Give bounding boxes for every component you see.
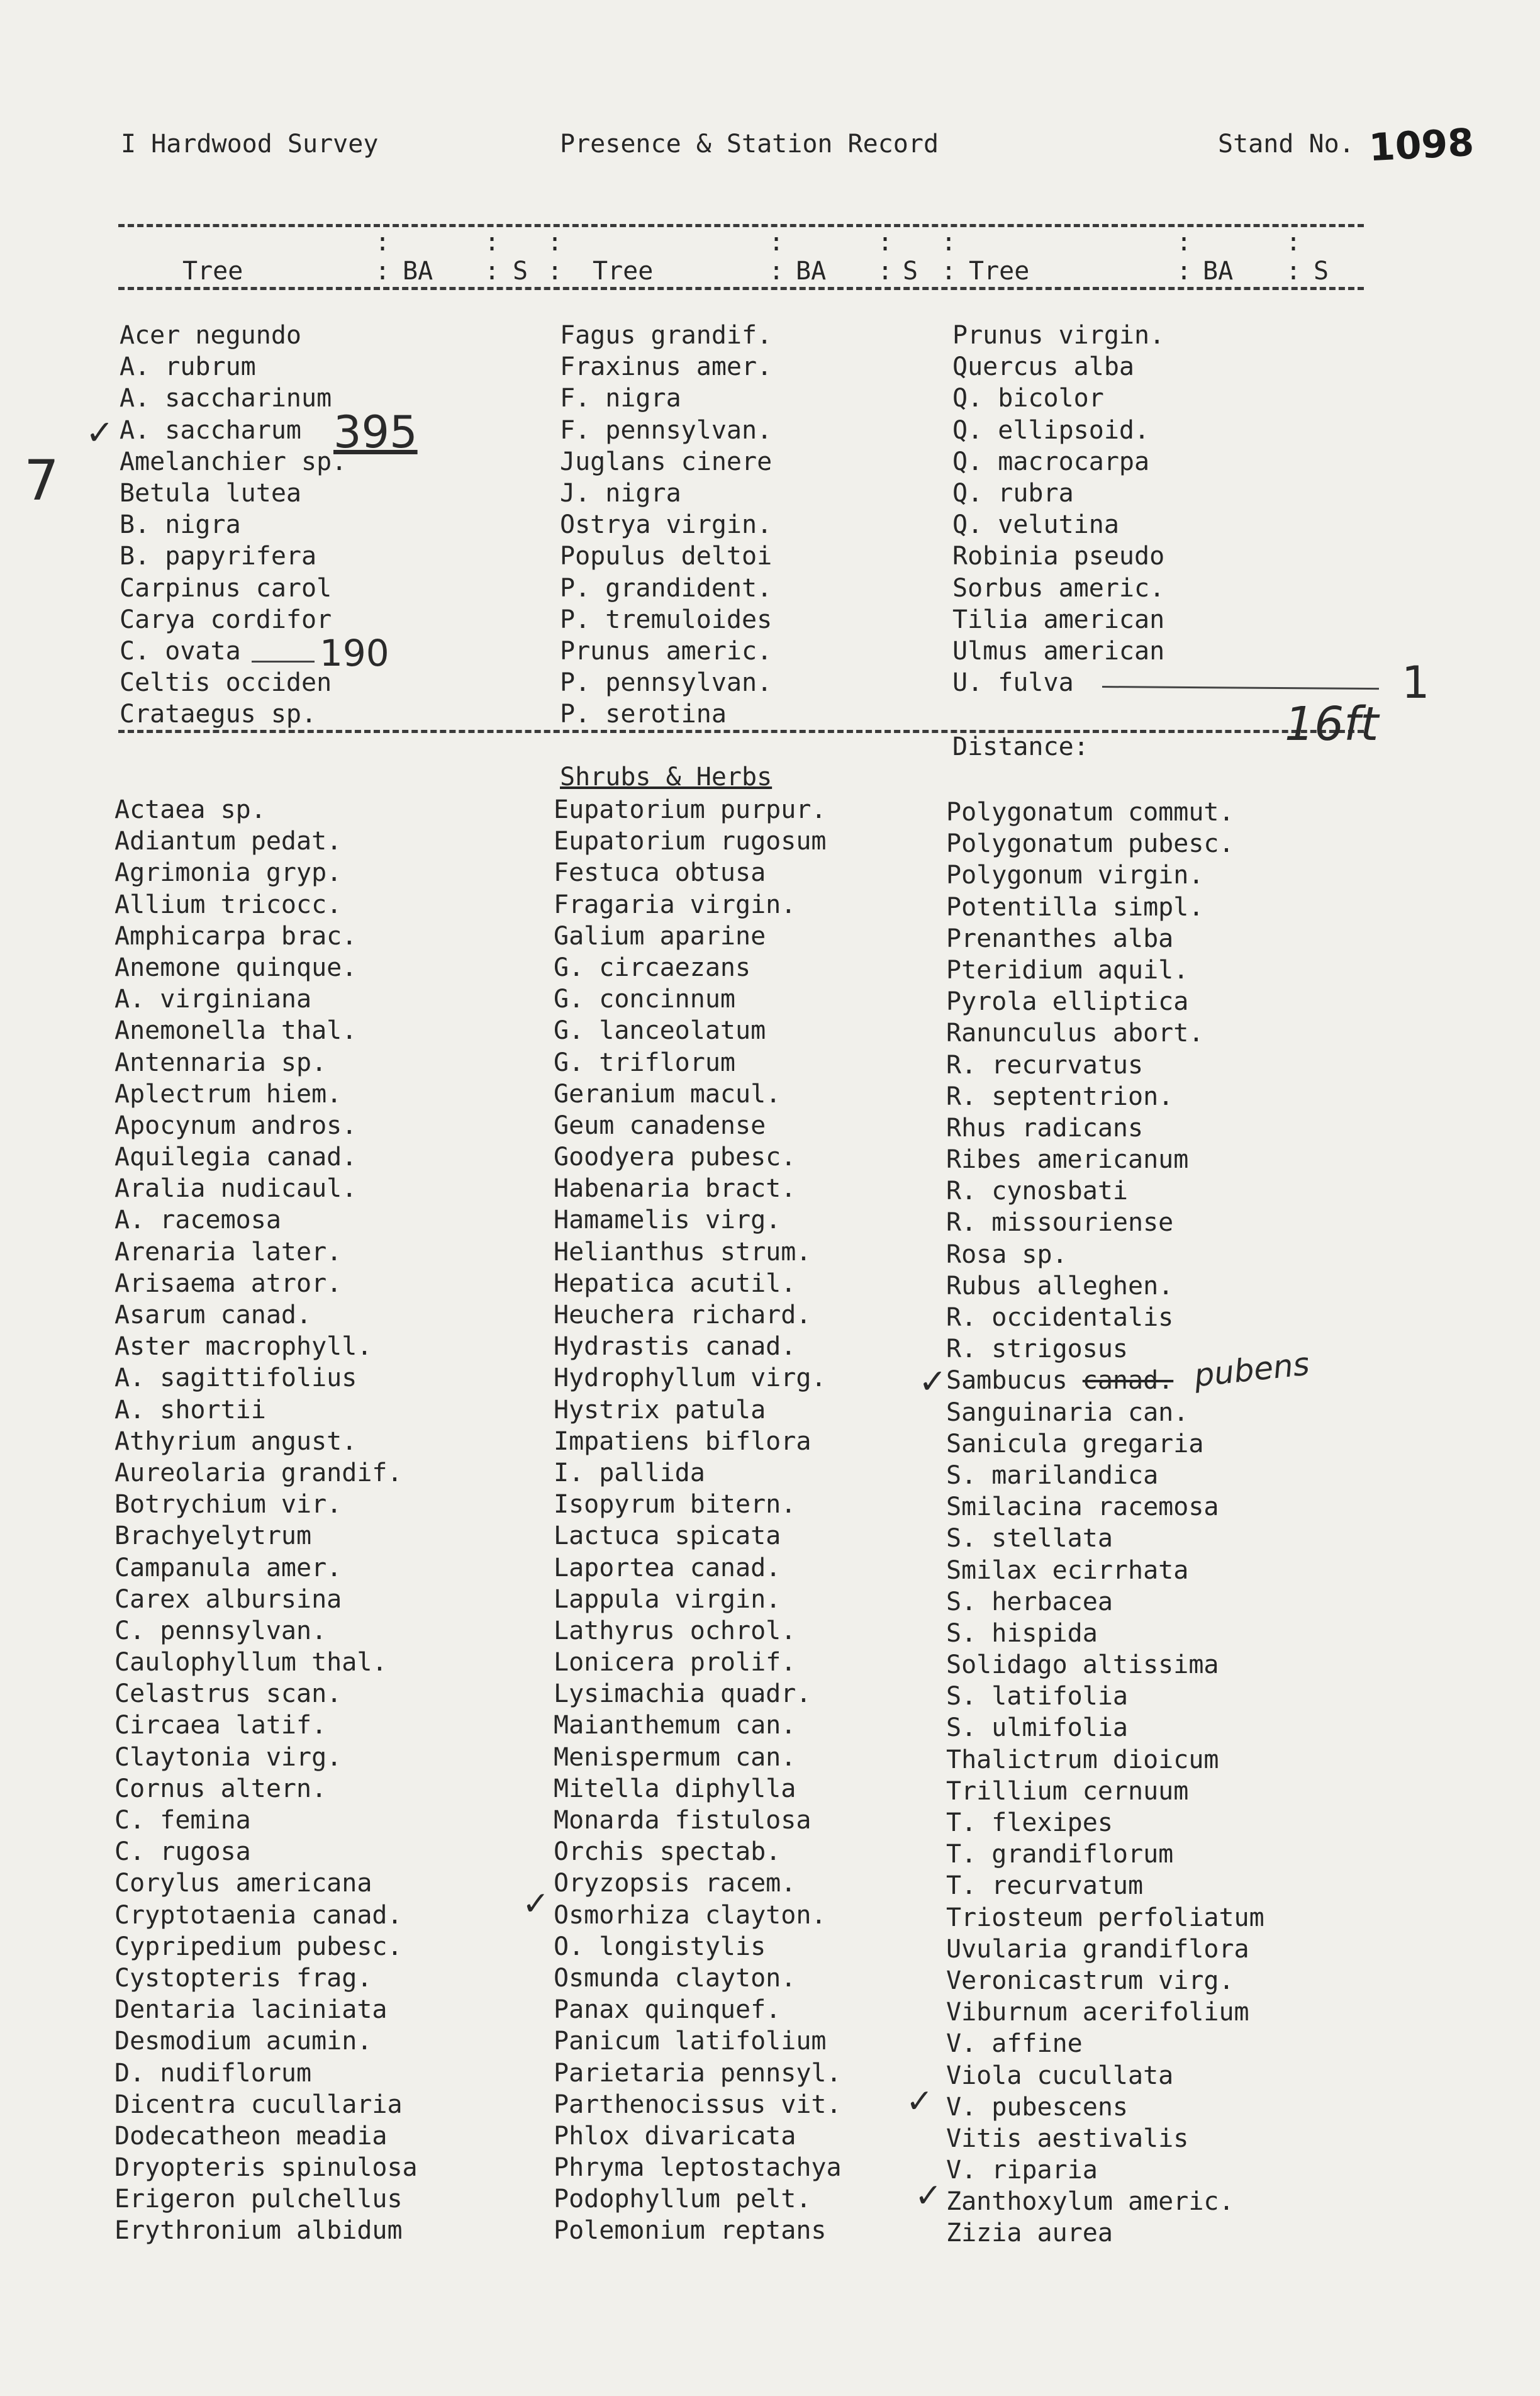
species-item: Aster macrophyll. <box>114 1332 372 1362</box>
col-separator: : : <box>941 228 957 286</box>
col-header-s-1: S <box>513 257 528 286</box>
species-item: Panicum latifolium <box>554 2027 827 2056</box>
species-item: Robinia pseudo <box>952 542 1165 571</box>
species-item: Cornus altern. <box>114 1774 327 1803</box>
species-item: Veronicastrum virg. <box>946 1966 1234 1995</box>
species-item: A. saccharum <box>120 415 301 445</box>
species-item: Parthenocissus vit. <box>554 2090 842 2119</box>
species-item: Zanthoxylum americ. <box>946 2187 1234 2217</box>
species-item: Cystopteris frag. <box>114 1963 372 1993</box>
stand-number: 1098 <box>1368 120 1475 171</box>
species-item: D. nudiflorum <box>114 2058 312 2088</box>
col-separator: : : <box>484 228 500 286</box>
species-item: R. cynosbati <box>946 1177 1128 1206</box>
species-item: Carya cordifor <box>120 605 332 634</box>
species-item: G. concinnum <box>554 985 735 1014</box>
species-item: Allium tricocc. <box>114 890 342 919</box>
col-header-s-3: S <box>1314 257 1329 286</box>
species-item: S. marilandica <box>946 1460 1159 1490</box>
species-item: Lappula virgin. <box>554 1584 781 1614</box>
species-item: A. rubrum <box>120 352 256 382</box>
species-item: Hydrastis canad. <box>554 1332 796 1362</box>
col-separator: : : <box>878 228 893 286</box>
margin-mark: 7 <box>24 448 59 513</box>
ovata-ba-value: 190 <box>320 632 389 675</box>
species-item: S. herbacea <box>946 1587 1113 1616</box>
species-item: Viburnum acerifolium <box>946 1998 1249 2027</box>
species-item: Hydrophyllum virg. <box>554 1363 827 1393</box>
species-item: Brachyelytrum <box>114 1521 312 1551</box>
species-item: Menispermum can. <box>554 1742 796 1772</box>
species-item: A. racemosa <box>114 1206 281 1235</box>
species-item: Orchis spectab. <box>554 1837 781 1867</box>
species-item: Crataegus sp. <box>120 700 317 729</box>
species-item: I. pallida <box>554 1458 705 1487</box>
species-item: Isopyrum bitern. <box>554 1490 796 1520</box>
species-item: Helianthus strum. <box>554 1237 812 1267</box>
species-item: A. sagittifolius <box>114 1363 357 1393</box>
species-item: Carex albursina <box>114 1584 342 1614</box>
species-item: Corylus americana <box>114 1869 372 1898</box>
tree-list-col1 <box>120 320 347 730</box>
tree-list-col2 <box>560 320 772 730</box>
species-item: Acer negundo <box>120 321 301 350</box>
species-item: V. riparia <box>946 2156 1098 2185</box>
species-item: Laportea canad. <box>554 1553 781 1582</box>
fulva-value: 1 <box>1402 657 1430 708</box>
species-item: Polemonium reptans <box>554 2216 827 2246</box>
species-item: Monarda fistulosa <box>554 1806 812 1835</box>
species-item: Polygonatum pubesc. <box>946 829 1234 859</box>
species-item: Habenaria bract. <box>554 1174 796 1204</box>
check-mark-saccharum: ✓ <box>86 413 114 452</box>
species-item: Q. macrocarpa <box>952 447 1150 476</box>
species-item: Apocynum andros. <box>114 1111 357 1140</box>
species-item: Panax quinquef. <box>554 1995 781 2025</box>
herb-list-col3 <box>946 797 1264 2249</box>
species-item: Hystrix patula <box>554 1395 766 1425</box>
species-item: Aquilegia canad. <box>114 1143 357 1172</box>
species-item: Dicentra cucullaria <box>114 2090 403 2119</box>
species-item: Sanguinaria can. <box>946 1397 1189 1427</box>
species-item: Oryzopsis racem. <box>554 1869 796 1898</box>
species-item: Rhus radicans <box>946 1113 1144 1143</box>
species-item: Goodyera pubesc. <box>554 1143 796 1172</box>
species-item: P. tremuloides <box>560 605 773 634</box>
species-item: Thalictrum dioicum <box>946 1745 1219 1774</box>
species-item: Smilacina racemosa <box>946 1492 1219 1522</box>
species-item: F. pennsylvan. <box>560 415 773 445</box>
species-item: Betula lutea <box>120 478 301 508</box>
check-mark-sambucus: ✓ <box>918 1362 947 1401</box>
species-item: Lathyrus ochrol. <box>554 1616 796 1645</box>
species-item: Sorbus americ. <box>952 573 1165 603</box>
species-item: Lactuca spicata <box>554 1521 781 1551</box>
species-item: Populus deltoi <box>560 542 773 571</box>
herb-list-col1 <box>114 794 418 2247</box>
species-item: A. shortii <box>114 1395 266 1425</box>
species-item: Viola cucullata <box>946 2061 1174 2090</box>
species-item: Rubus alleghen. <box>946 1271 1174 1301</box>
species-item: C. ovata <box>120 636 241 666</box>
species-item: Campanula amer. <box>114 1553 342 1582</box>
species-item: Dodecatheon meadia <box>114 2121 388 2151</box>
species-item: Galium aparine <box>554 921 766 951</box>
species-item: Ulmus american <box>952 636 1165 666</box>
species-item: Caulophyllum thal. <box>114 1648 388 1677</box>
species-item: S. ulmifolia <box>946 1713 1128 1743</box>
species-item: Anemonella thal. <box>114 1016 357 1046</box>
species-item: Festuca obtusa <box>554 858 766 888</box>
species-item: C. femina <box>114 1806 251 1835</box>
species-item: Tilia american <box>952 605 1165 634</box>
species-item: P. pennsylvan. <box>560 668 773 698</box>
col-separator: : : <box>1176 228 1192 286</box>
species-item: Potentilla simpl. <box>946 892 1204 922</box>
col-header-tree-2: Tree <box>593 257 654 286</box>
species-item: Juglans cinere <box>560 447 773 476</box>
species-item: Prenanthes alba <box>946 924 1174 953</box>
species-item: C. rugosa <box>114 1837 251 1867</box>
col-separator: : : <box>769 228 784 286</box>
species-item: Ribes americanum <box>946 1145 1189 1175</box>
species-item: Podophyllum pelt. <box>554 2185 812 2214</box>
species-item: G. triflorum <box>554 1048 735 1077</box>
species-item: Ostrya virgin. <box>560 510 773 540</box>
species-item: Fraxinus amer. <box>560 352 773 382</box>
species-item: S. latifolia <box>946 1682 1128 1711</box>
species-item: Eupatorium rugosum <box>554 827 827 856</box>
survey-title: I Hardwood Survey <box>121 130 379 159</box>
species-item: Q. velutina <box>952 510 1119 540</box>
species-item: S. stellata <box>946 1524 1113 1553</box>
species-item: Polygonatum commut. <box>946 798 1234 827</box>
species-item: Arenaria later. <box>114 1237 342 1267</box>
check-mark-zanthoxylum: ✓ <box>915 2177 942 2215</box>
species-item: Phryma leptostachya <box>554 2153 842 2183</box>
col-separator: : : <box>1286 228 1302 286</box>
species-item: Athyrium angust. <box>114 1426 357 1456</box>
species-item: Impatiens biflora <box>554 1426 812 1456</box>
species-item: Osmorhiza clayton. <box>554 1900 827 1930</box>
species-item: Actaea sp. <box>114 795 266 824</box>
species-item: Polygonum virgin. <box>946 861 1204 890</box>
col-header-ba-2: BA <box>796 257 827 286</box>
species-item: Solidago altissima <box>946 1650 1219 1680</box>
species-item: Agrimonia gryp. <box>114 858 342 888</box>
species-item: Sanicula gregaria <box>946 1429 1204 1458</box>
species-item: Q. bicolor <box>952 384 1104 413</box>
species-item: Trillium cernuum <box>946 1776 1189 1806</box>
species-item: Asarum canad. <box>114 1301 312 1330</box>
species-item: P. serotina <box>560 700 727 729</box>
species-item: Prunus virgin. <box>952 321 1165 350</box>
species-item: Eupatorium purpur. <box>554 795 827 824</box>
shrubs-herbs-title: Shrubs & Herbs <box>560 763 773 792</box>
species-item: Cryptotaenia canad. <box>114 1900 403 1930</box>
col-separator: : : <box>547 228 563 286</box>
species-item: Heuchera richard. <box>554 1301 812 1330</box>
col-header-s-2: S <box>903 257 918 286</box>
species-item: F. nigra <box>560 384 681 413</box>
species-item: Parietaria pennsyl. <box>554 2058 842 2088</box>
distance-label: Distance: <box>952 732 1089 761</box>
tree-list-col3 <box>952 320 1164 698</box>
species-item: Geranium macul. <box>554 1079 781 1109</box>
species-item: Lysimachia quadr. <box>554 1679 812 1709</box>
species-item: Q. ellipsoid. <box>952 415 1150 445</box>
species-item: T. flexipes <box>946 1808 1113 1837</box>
species-item: V. pubescens <box>946 2092 1128 2122</box>
col-header-ba-1: BA <box>403 257 433 286</box>
species-item: Phlox divaricata <box>554 2121 796 2151</box>
species-item: T. grandiflorum <box>946 1840 1174 1869</box>
species-item: Triosteum perfoliatum <box>946 1903 1264 1932</box>
species-item: Prunus americ. <box>560 636 773 666</box>
species-item: Celastrus scan. <box>114 1679 342 1709</box>
species-item: Hamamelis virg. <box>554 1206 781 1235</box>
species-item: Celtis occiden <box>120 668 332 698</box>
species-item: R. strigosus <box>946 1335 1128 1364</box>
species-item: Erythronium albidum <box>114 2216 403 2246</box>
species-item: Quercus alba <box>952 352 1134 382</box>
species-item: Fragaria virgin. <box>554 890 796 919</box>
species-item: Fagus grandif. <box>560 321 773 350</box>
species-item: Zizia aurea <box>946 2219 1113 2248</box>
species-item: Pteridium aquil. <box>946 955 1189 985</box>
species-item: S. hispida <box>946 1618 1098 1648</box>
check-mark-osmorhiza: ✓ <box>522 1885 550 1923</box>
species-item: R. recurvatus <box>946 1050 1144 1080</box>
species-item: J. nigra <box>560 478 681 508</box>
ovata-trail-line <box>252 661 315 663</box>
species-item: A. virginiana <box>114 985 312 1014</box>
species-item: G. circaezans <box>554 953 751 982</box>
species-item: Q. rubra <box>952 478 1074 508</box>
species-item: Sambucus canad. <box>946 1366 1174 1396</box>
stand-label: Stand No. <box>1218 130 1354 159</box>
species-item: Adiantum pedat. <box>114 827 342 856</box>
species-item: Dryopteris spinulosa <box>114 2153 418 2183</box>
species-item: T. recurvatum <box>946 1871 1144 1901</box>
species-item: V. affine <box>946 2029 1083 2059</box>
species-item: B. papyrifera <box>120 542 317 571</box>
sambucus-note: pubens <box>1192 1345 1312 1394</box>
species-item: Arisaema atror. <box>114 1268 342 1298</box>
species-item: Dentaria laciniata <box>114 1995 388 2025</box>
species-item: Amphicarpa brac. <box>114 921 357 951</box>
species-item: A. saccharinum <box>120 384 332 413</box>
species-item: Hepatica acutil. <box>554 1268 796 1298</box>
species-item: O. longistylis <box>554 1932 766 1961</box>
species-item: Vitis aestivalis <box>946 2124 1189 2153</box>
species-item: C. pennsylvan. <box>114 1616 327 1645</box>
species-item: P. grandident. <box>560 573 773 603</box>
saccharum-ba-value: 395 <box>333 406 418 458</box>
species-item: Aralia nudicaul. <box>114 1174 357 1204</box>
header-bottom-rule <box>118 287 1364 290</box>
species-item: R. occidentalis <box>946 1303 1174 1332</box>
species-item: U. fulva <box>952 668 1074 698</box>
species-item: Geum canadense <box>554 1111 766 1140</box>
species-item: Aplectrum hiem. <box>114 1079 342 1109</box>
species-item: Claytonia virg. <box>114 1742 342 1772</box>
species-item: Botrychium vir. <box>114 1490 342 1520</box>
herb-list-col2 <box>554 794 842 2247</box>
species-item: Anemone quinque. <box>114 953 357 982</box>
col-separator: : : <box>375 228 391 286</box>
check-mark-v-pubescens: ✓ <box>906 2083 934 2120</box>
species-item: Ranunculus abort. <box>946 1019 1204 1048</box>
species-item: Osmunda clayton. <box>554 1963 796 1993</box>
col-header-tree-3: Tree <box>969 257 1030 286</box>
distance-value: 16ft <box>1285 697 1379 751</box>
species-item: Desmodium acumin. <box>114 2027 372 2056</box>
species-item: Lonicera prolif. <box>554 1648 796 1677</box>
species-item: G. lanceolatum <box>554 1016 766 1046</box>
species-item: Uvularia grandiflora <box>946 1934 1249 1964</box>
header-top-rule <box>118 224 1364 227</box>
species-item: Erigeron pulchellus <box>114 2185 403 2214</box>
species-item: Rosa sp. <box>946 1240 1068 1269</box>
trees-bottom-rule <box>118 730 1364 733</box>
col-header-tree-1: Tree <box>182 257 243 286</box>
species-item: Maianthemum can. <box>554 1711 796 1740</box>
species-item: Pyrola elliptica <box>946 987 1189 1017</box>
record-title: Presence & Station Record <box>560 130 939 159</box>
species-item: Smilax ecirrhata <box>946 1555 1189 1585</box>
species-item: R. septentrion. <box>946 1082 1174 1111</box>
species-item: Circaea latif. <box>114 1711 327 1740</box>
species-item: Antennaria sp. <box>114 1048 327 1077</box>
species-item: B. nigra <box>120 510 241 540</box>
species-item: Aureolaria grandif. <box>114 1458 403 1487</box>
species-item: Carpinus carol <box>120 573 332 603</box>
species-item: R. missouriense <box>946 1208 1174 1238</box>
col-header-ba-3: BA <box>1203 257 1234 286</box>
species-item: Mitella diphylla <box>554 1774 796 1803</box>
species-item: Cypripedium pubesc. <box>114 1932 403 1961</box>
species-item: Amelanchier sp. <box>120 447 347 476</box>
